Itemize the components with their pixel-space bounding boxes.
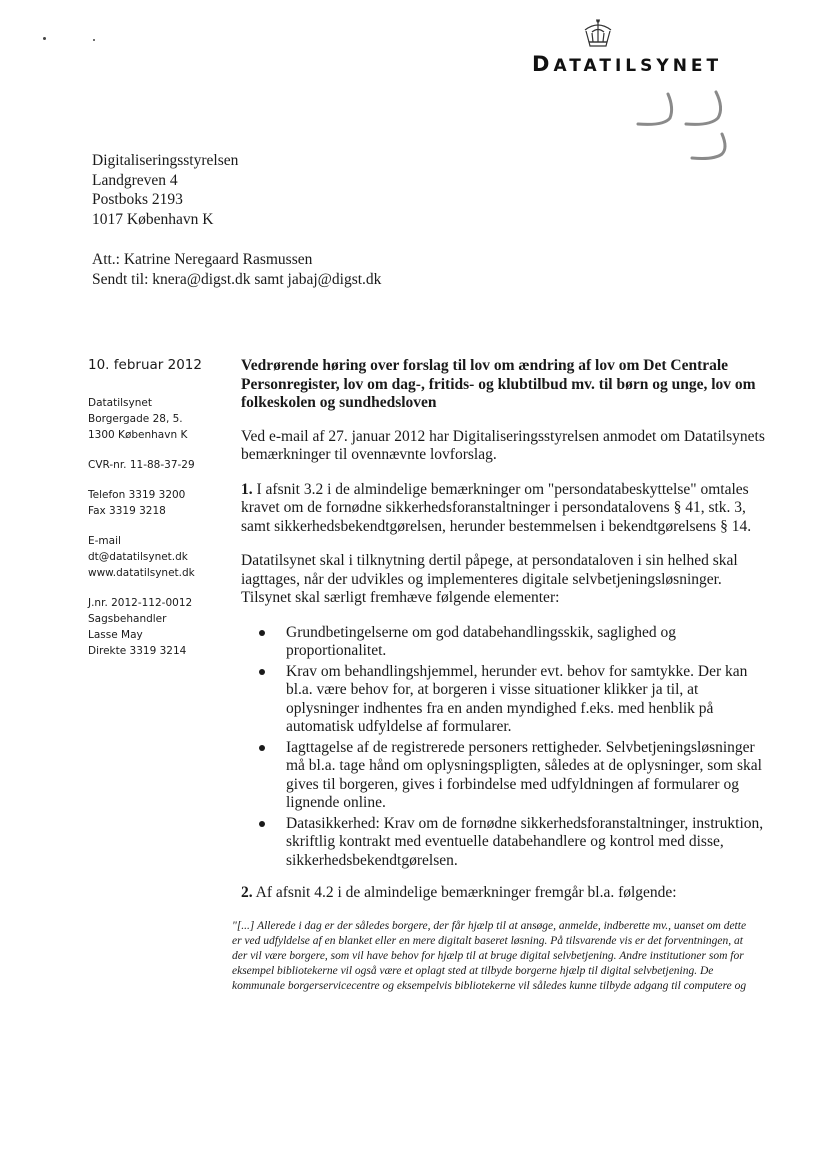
list-item-text: Datasikkerhed: Krav om de fornødne sikkerhedsforanstaltninger, instruktion, skriftlig kontrakt med eventuelle databehandlere og kontrol med disse, sikkerhedsbekendtgørelsen. — [286, 814, 764, 869]
sender-city: 1300 København K — [88, 429, 188, 441]
letter-date: 10. februar 2012 — [88, 357, 202, 373]
brand-wordmark: DATATILSYNET — [532, 52, 723, 76]
recipient-postbox: Postboks 2193 — [92, 191, 183, 208]
email-label: E-mail — [88, 535, 121, 547]
list-item — [241, 663, 769, 737]
recipient-name: Digitaliseringsstyrelsen — [92, 152, 239, 169]
recipient-city: 1017 København K — [92, 210, 214, 228]
section-1-number: 1. — [241, 480, 253, 498]
section-1-paragraph — [241, 481, 769, 537]
bullet-icon — [259, 821, 265, 827]
elements-paragraph: Datatilsynet skal i tilknytning dertil påpege, at persondataloven i sin helhed skal iagttages, når der udvikles og implementeres digitale selvbetjeningsløsninger. Tilsynet skal særligt fremhæve følgende elementer: — [241, 552, 738, 606]
scan-speck — [93, 39, 95, 41]
sender-address — [88, 395, 235, 443]
sender-info-column — [85, 357, 235, 673]
bullet-icon — [259, 669, 265, 675]
elements-list — [241, 624, 769, 871]
sender-name: Datatilsynet — [88, 397, 152, 409]
letter-subject: Vedrørende høring over forslag til lov om ændring af lov om Det Centrale Personregister, lov om dag-, fritids- og klubtilbud mv. til børn og unge, lov om folkeskolen og sundhedsloven — [241, 357, 756, 411]
cvr-number: CVR-nr. 11-88-37-29 — [88, 459, 195, 471]
scan-speck — [43, 37, 46, 40]
email-address: dt@datatilsynet.dk — [88, 551, 188, 563]
list-item — [241, 624, 769, 661]
website: www.datatilsynet.dk — [88, 567, 195, 579]
sender-cvr — [88, 457, 235, 473]
sender-street: Borgergade 28, 5. — [88, 413, 183, 425]
recipient-attention: Att.: Katrine Neregaard Rasmussen — [92, 251, 313, 268]
case-handler-name: Lasse May — [88, 629, 143, 641]
section-2-paragraph — [241, 884, 769, 903]
case-handler-label: Sagsbehandler — [88, 613, 167, 625]
list-item — [241, 815, 769, 871]
fax-number: Fax 3319 3218 — [88, 505, 166, 517]
section-1-text: I afsnit 3.2 i de almindelige bemærkninger om "persondatabeskyttelse" omtales kravet om de fornødne sikkerhedsforanstaltninger i persondatalovens § 41, stk. 3, samt sikkerhedsbekendtgørelsen, herunder bestemmelsen i bekendtgørelsens § 14. — [241, 480, 752, 535]
list-item-text: Grundbetingelserne om god databehandlingsskik, saglighed og proportionalitet. — [286, 623, 677, 659]
sender-contact — [88, 533, 235, 581]
list-item — [241, 739, 769, 813]
phone-number: Telefon 3319 3200 — [88, 489, 186, 501]
sender-phone-fax — [88, 487, 235, 519]
recipient-address-block — [92, 151, 512, 289]
recipient-street: Landgreven 4 — [92, 171, 178, 189]
intro-paragraph: Ved e-mail af 27. januar 2012 har Digitaliseringsstyrelsen anmodet om Datatilsynets bemærkninger til ovennævnte lovforslag. — [241, 427, 765, 463]
section-2-text: Af afsnit 4.2 i de almindelige bemærkninger fremgår bl.a. følgende: — [255, 884, 677, 901]
handwritten-initials-signature — [630, 88, 740, 168]
list-item-text: Krav om behandlingshjemmel, herunder evt. behov for samtykke. Der kan bl.a. være behov for, at borgeren i visse situationer klikker ja til, at oplysninger indhentes fra en anden myndighed f.eks. med henblik på automatisk udfyldelse af formularer. — [286, 662, 748, 735]
section-2-number: 2. — [241, 884, 253, 901]
direct-phone: Direkte 3319 3214 — [88, 645, 187, 657]
bullet-icon — [259, 745, 265, 751]
journal-number: J.nr. 2012-112-0012 — [88, 597, 193, 609]
quoted-excerpt: "[...] Allerede i dag er der således borgere, der får hjælp til at ansøge, anmelde, indberette mv., uanset om dette er ved udfyldelse af en blanket eller en mere digitalt baseret løsning. På tilsvarende vis er det forventningen, at der vil være borgere, som vil have behov for hjælp til at bruge digital selvbetjening. Andre institutioner som for eksempel bibliotekerne vil også være et oplagt sted at tilbyde borgerne hjælp til digital selvbetjening. De kommunale borgerservicecentre og eksempelvis bibliotekerne vil således kunne tilbyde adgang til computere og — [232, 919, 747, 993]
list-item-text: Iagttagelse af de registrerede personers rettigheder. Selvbetjeningsløsninger må bl.a. tage hånd om oplysningspligten, således at de oplysninger, som skal gives til borgeren, gives i forbindelse med udfyldningen af formularer og lignende online. — [286, 738, 762, 811]
recipient-sent-to: Sendt til: knera@digst.dk samt jabaj@digst.dk — [92, 270, 382, 288]
crown-logo-icon — [581, 18, 615, 48]
letter-body — [232, 357, 769, 995]
case-info — [88, 595, 235, 659]
bullet-icon — [259, 630, 265, 636]
